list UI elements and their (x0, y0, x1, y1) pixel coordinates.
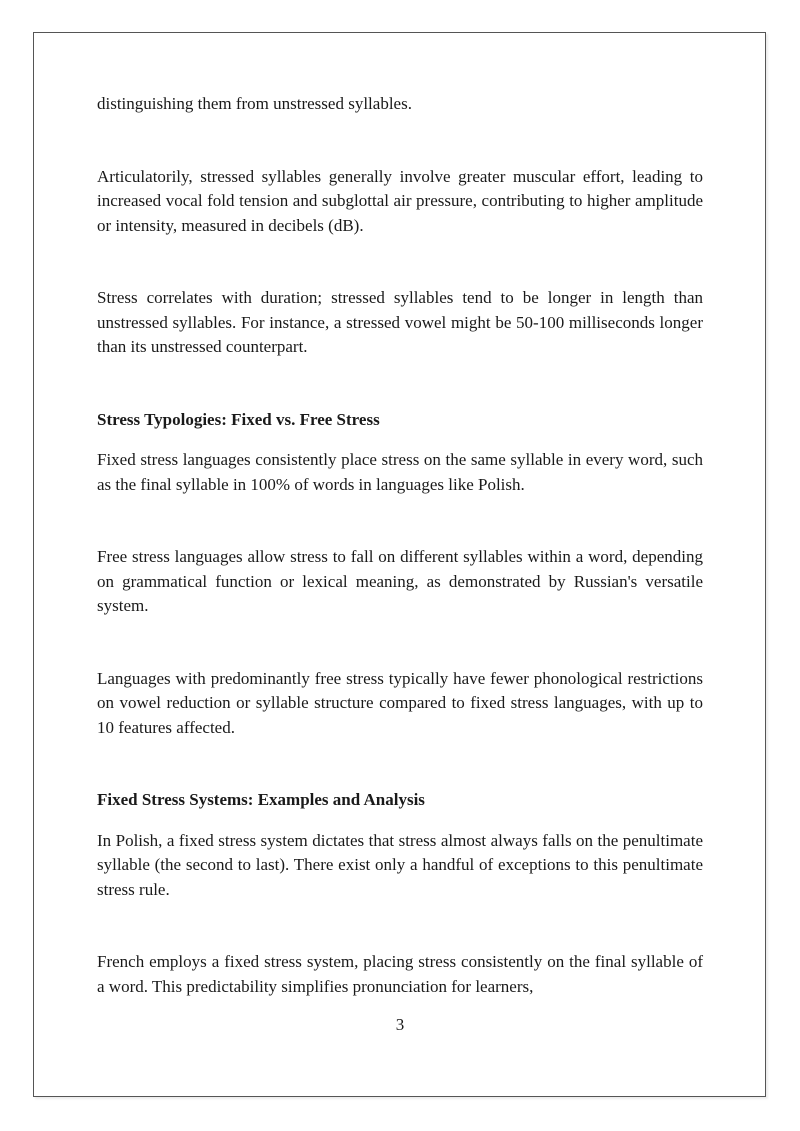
section-heading-fixed-systems: Fixed Stress Systems: Examples and Analysis (97, 790, 425, 809)
paragraph-restrictions: Languages with predominantly free stress typically have fewer phonological restrictions on vowel reduction or syllable structure compared to fixed stress languages, with up to 10 features affected. (97, 668, 703, 737)
paragraph-free-stress: Free stress languages allow stress to fall on different syllables within a word, depending on grammatical function or lexical meaning, as demonstrated by Russian's versatile system. (97, 547, 703, 615)
paragraph-continuation: distinguishing them from unstressed syllables. (97, 94, 412, 113)
paragraph-articulation: Articulatorily, stressed syllables generally involve greater muscular effort, leading to increased vocal fold tension and subglottal air pressure, contributing to higher amplitude or intensity, measured in decibels (dB). (97, 166, 703, 235)
page-number: 3 (395, 1015, 405, 1034)
paragraph-duration: Stress correlates with duration; stressed syllables tend to be longer in length than unstressed syllables. For instance, a stressed vowel might be 50-100 milliseconds longer than its unstressed counterpart. (97, 288, 703, 356)
paragraph-fixed-stress: Fixed stress languages consistently place stress on the same syllable in every word, such as the final syllable in 100% of words in languages like Polish. (97, 450, 703, 494)
page-body (97, 92, 703, 999)
section-heading-typologies: Stress Typologies: Fixed vs. Free Stress (97, 409, 380, 429)
paragraph-polish: In Polish, a fixed stress system dictates that stress almost always falls on the penultimate syllable (the second to last). There exist only a handful of exceptions to this penultimate stress rule. (97, 830, 703, 899)
paragraph-french: French employs a fixed stress system, placing stress consistently on the final syllable of a word. This predictability simplifies pronunciation for learners, (97, 952, 703, 996)
